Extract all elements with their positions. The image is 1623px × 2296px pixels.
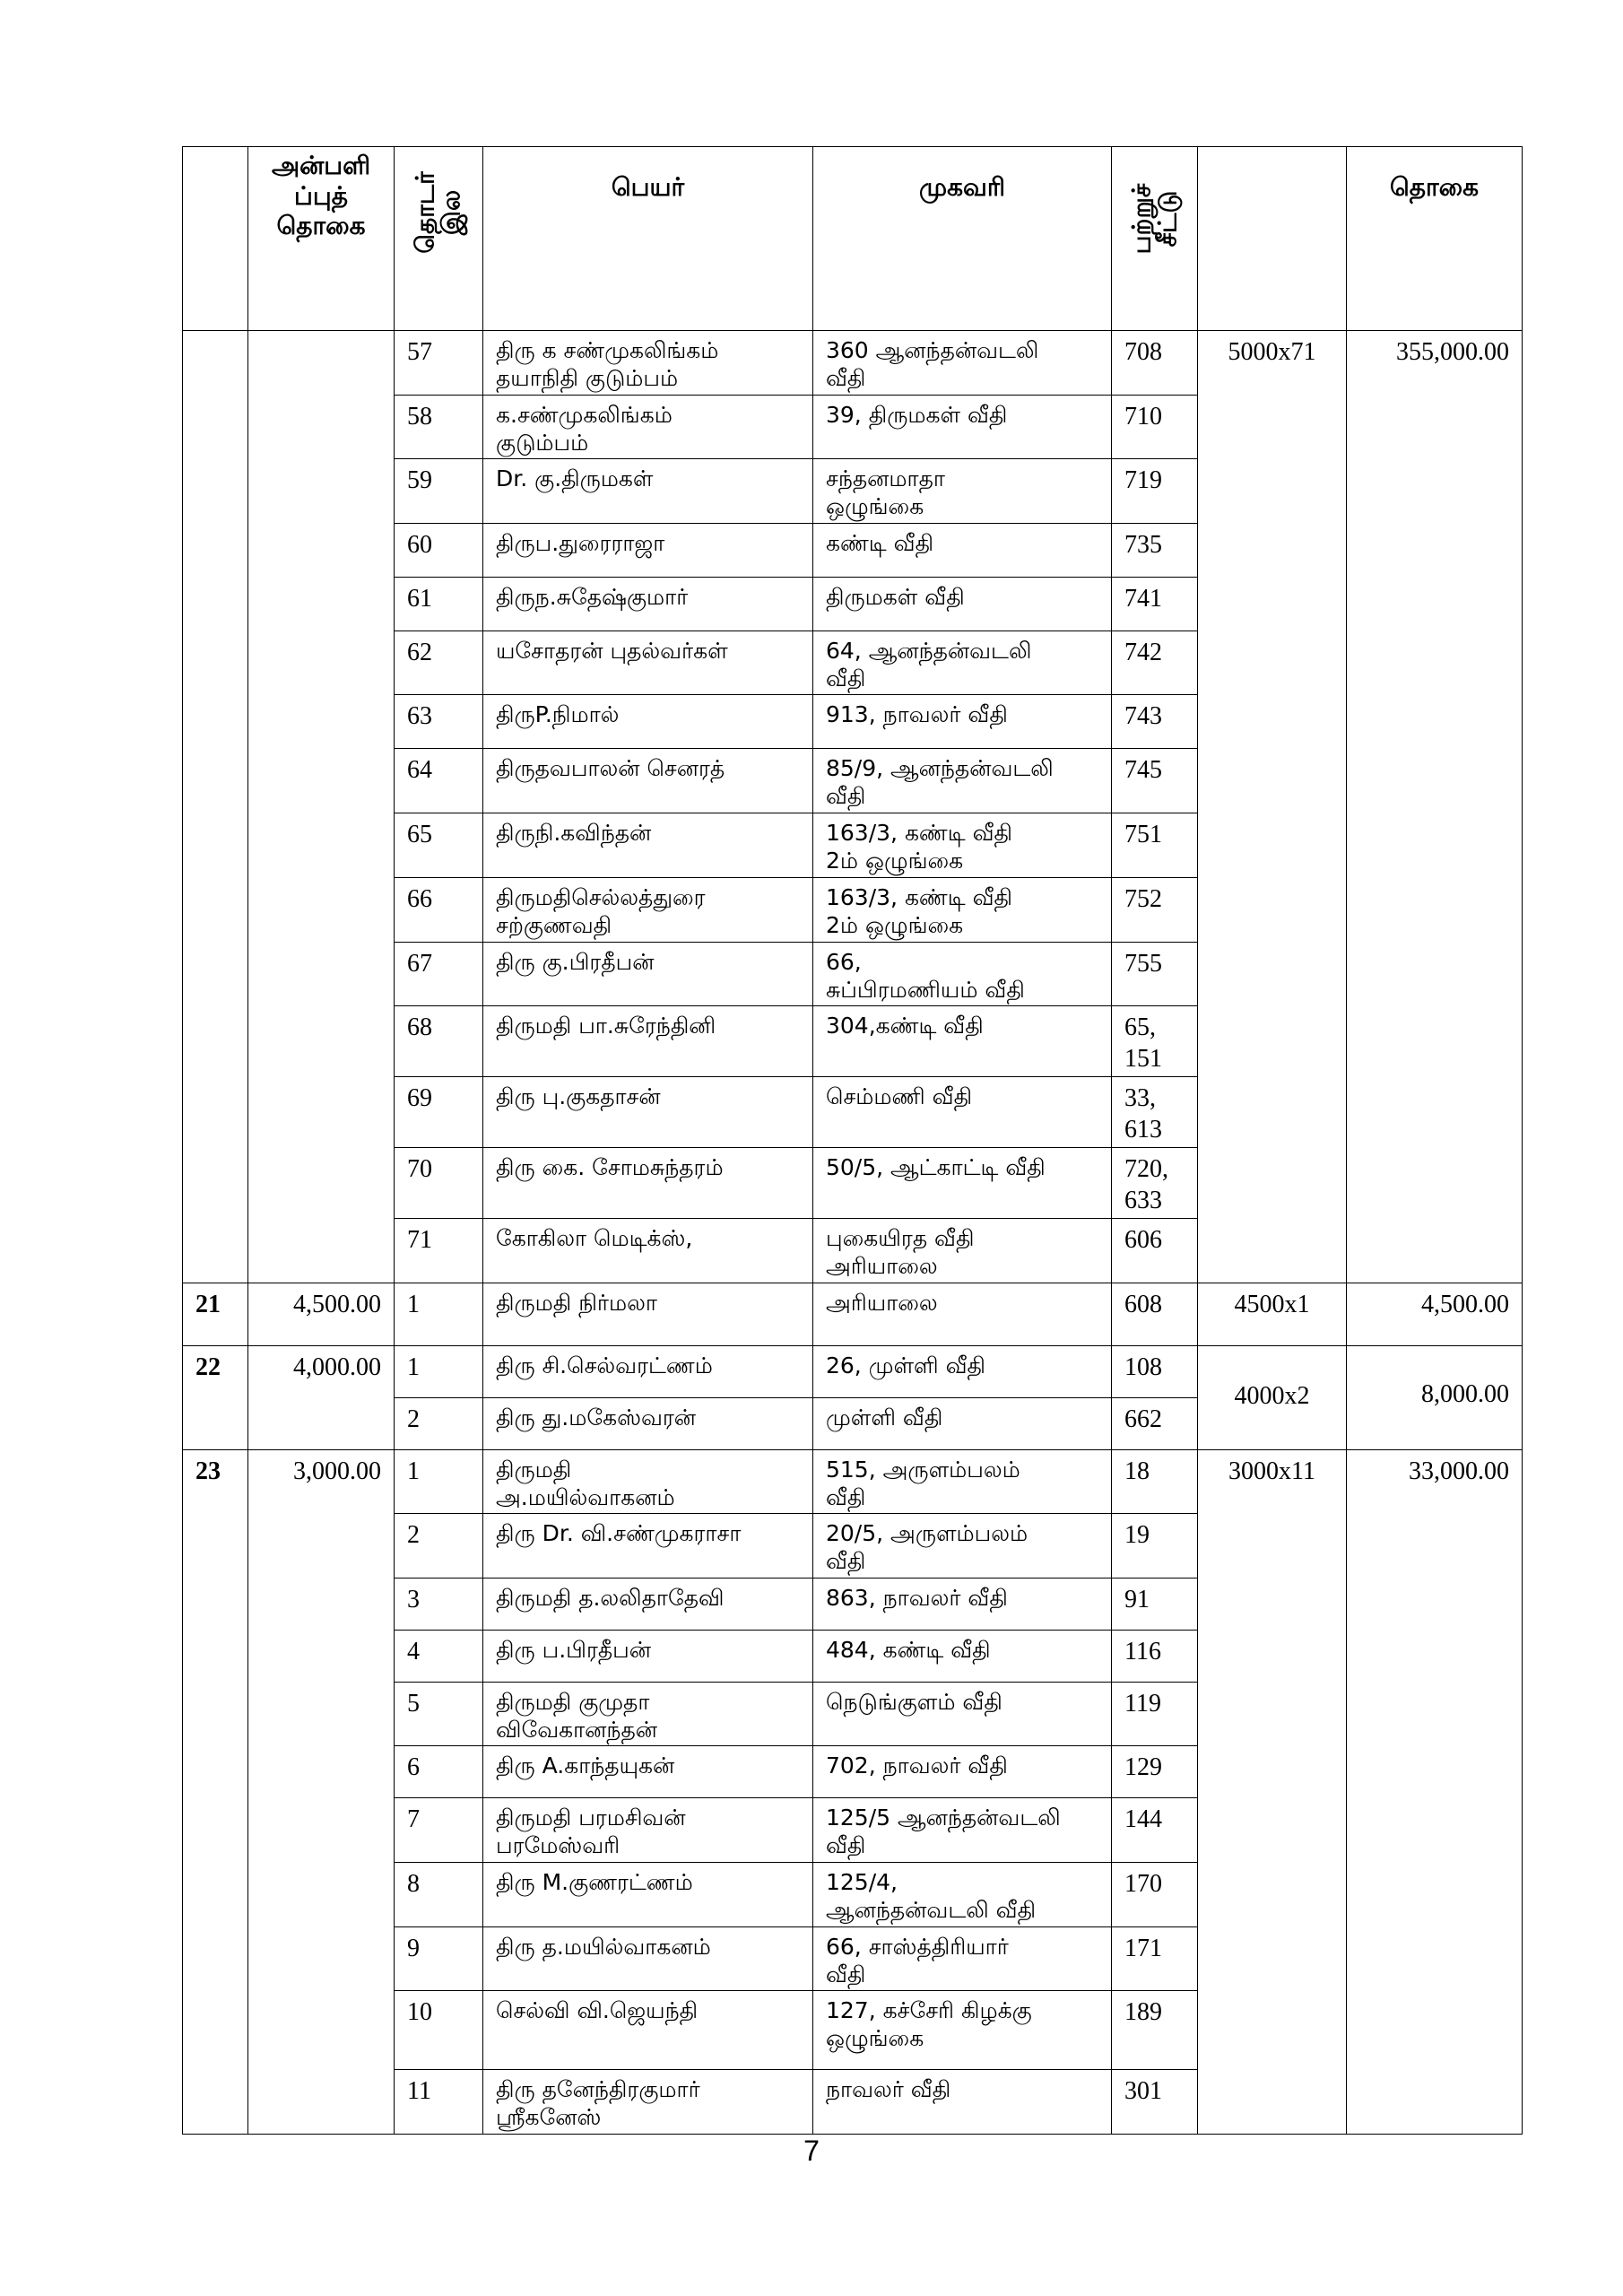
receipt-number: 119 <box>1112 1682 1198 1746</box>
donor-address: 304,கண்டி வீதி <box>813 1006 1112 1077</box>
serial-number: 8 <box>395 1862 483 1926</box>
donor-name: திருநி.கவிந்தன் <box>483 813 813 877</box>
donor-address: 127, கச்சேரி கிழக்கு ஒழுங்கை <box>813 1991 1112 2070</box>
receipt-number: 743 <box>1112 695 1198 749</box>
table-body <box>183 331 1523 2135</box>
header-address: முகவரி <box>813 147 1112 331</box>
donor-address: 39, திருமகள் வீதி <box>813 395 1112 459</box>
group-number <box>183 331 248 1283</box>
serial-number: 62 <box>395 631 483 695</box>
donor-address: புகையிரத வீதி அரியாலை <box>813 1219 1112 1283</box>
donor-address: முள்ளி வீதி <box>813 1397 1112 1449</box>
receipt-number: 751 <box>1112 813 1198 877</box>
donor-name: திருந.சுதேஷ்குமார் <box>483 577 813 631</box>
donor-address: திருமகள் வீதி <box>813 577 1112 631</box>
donor-name: திரு பு.குகதாசன் <box>483 1077 813 1148</box>
donor-address: 66, சுப்பிரமணியம் வீதி <box>813 942 1112 1006</box>
donor-address: 484, கண்டி வீதி <box>813 1630 1112 1682</box>
donor-name: கோகிலா மெடிக்ஸ், <box>483 1219 813 1283</box>
donor-name: திருP.நிமால் <box>483 695 813 749</box>
serial-number: 9 <box>395 1926 483 1991</box>
table-row <box>183 331 1523 396</box>
donor-address: 125/4, ஆனந்தன்வடலி வீதி <box>813 1862 1112 1926</box>
donor-name: திரு தனேந்திரகுமார் ஸ்ரீகனேஸ் <box>483 2070 813 2135</box>
serial-number: 61 <box>395 577 483 631</box>
receipt-number: 91 <box>1112 1578 1198 1630</box>
serial-number: 64 <box>395 749 483 813</box>
donor-address: 85/9, ஆனந்தன்வடலி வீதி <box>813 749 1112 813</box>
donor-name: க.சண்முகலிங்கம் குடும்பம் <box>483 395 813 459</box>
donor-name: திருமதி அ.மயில்வாகனம் <box>483 1449 813 1514</box>
receipt-number: 108 <box>1112 1345 1198 1397</box>
serial-number: 7 <box>395 1798 483 1863</box>
table-row <box>183 1449 1523 1514</box>
serial-number: 68 <box>395 1006 483 1077</box>
donor-address: 163/3, கண்டி வீதி 2ம் ஒழுங்கை <box>813 813 1112 877</box>
receipt-number: 116 <box>1112 1630 1198 1682</box>
receipt-number: 33, 613 <box>1112 1077 1198 1148</box>
donor-name: திரு M.குணரட்ணம் <box>483 1862 813 1926</box>
donor-address: 64, ஆனந்தன்வடலி வீதி <box>813 631 1112 695</box>
serial-number: 65 <box>395 813 483 877</box>
serial-number: 58 <box>395 395 483 459</box>
receipt-number: 720, 633 <box>1112 1148 1198 1219</box>
group-total: 8,000.00 <box>1347 1345 1523 1449</box>
donor-name: திரு ப.பிரதீபன் <box>483 1630 813 1682</box>
serial-number: 59 <box>395 459 483 524</box>
donor-name: Dr. கு.திருமகள் <box>483 459 813 524</box>
serial-number: 63 <box>395 695 483 749</box>
serial-number: 2 <box>395 1397 483 1449</box>
header-serial-label: தொடர் இல <box>410 170 466 254</box>
donor-name: திரு க சண்முகலிங்கம் தயாநிதி குடும்பம் <box>483 331 813 396</box>
serial-number: 1 <box>395 1283 483 1345</box>
receipt-number: 719 <box>1112 459 1198 524</box>
donor-name: திருமதிசெல்லத்துரை சற்குணவதி <box>483 877 813 942</box>
donor-address: 20/5, அருளம்பலம் வீதி <box>813 1514 1112 1578</box>
donor-address: 360 ஆனந்தன்வடலி வீதி <box>813 331 1112 396</box>
donation-table <box>182 146 1523 2135</box>
receipt-number: 742 <box>1112 631 1198 695</box>
receipt-number: 171 <box>1112 1926 1198 1991</box>
receipt-number: 745 <box>1112 749 1198 813</box>
donor-address: செம்மணி வீதி <box>813 1077 1112 1148</box>
donor-name: திருமதி பா.சுரேந்தினி <box>483 1006 813 1077</box>
header-group-no <box>183 147 248 331</box>
serial-number: 4 <box>395 1630 483 1682</box>
donor-name: திரு கு.பிரதீபன் <box>483 942 813 1006</box>
receipt-number: 755 <box>1112 942 1198 1006</box>
receipt-number: 65, 151 <box>1112 1006 1198 1077</box>
donor-address: சந்தனமாதா ஒழுங்கை <box>813 459 1112 524</box>
donor-address: கண்டி வீதி <box>813 523 1112 577</box>
serial-number: 66 <box>395 877 483 942</box>
group-number: 22 <box>183 1345 248 1449</box>
donor-name: திருமதி த.லலிதாதேவி <box>483 1578 813 1630</box>
receipt-number: 741 <box>1112 577 1198 631</box>
group-total: 4,500.00 <box>1347 1283 1523 1345</box>
donor-address: 26, முள்ளி வீதி <box>813 1345 1112 1397</box>
donor-name: திருமதி நிர்மலா <box>483 1283 813 1345</box>
donor-name: திருப.துரைராஜா <box>483 523 813 577</box>
header-calc <box>1198 147 1347 331</box>
donor-name: திரு சி.செல்வரட்ணம் <box>483 1345 813 1397</box>
receipt-number: 662 <box>1112 1397 1198 1449</box>
serial-number: 2 <box>395 1514 483 1578</box>
donor-name: திரு து.மகேஸ்வரன் <box>483 1397 813 1449</box>
calculation: 4500x1 <box>1198 1283 1347 1345</box>
donor-address: 515, அருளம்பலம் வீதி <box>813 1449 1112 1514</box>
donor-address: 50/5, ஆட்காட்டி வீதி <box>813 1148 1112 1219</box>
header-serial <box>395 147 483 331</box>
header-row <box>183 147 1523 331</box>
serial-number: 1 <box>395 1345 483 1397</box>
header-receipt-label: பற்றுச் சீட்டு <box>1126 183 1183 255</box>
serial-number: 60 <box>395 523 483 577</box>
serial-number: 67 <box>395 942 483 1006</box>
donor-address: நாவலர் வீதி <box>813 2070 1112 2135</box>
receipt-number: 19 <box>1112 1514 1198 1578</box>
donor-name: யசோதரன் புதல்வர்கள் <box>483 631 813 695</box>
gift-amount: 4,500.00 <box>248 1283 395 1345</box>
table-row <box>183 1283 1523 1345</box>
header-name: பெயர் <box>483 147 813 331</box>
serial-number: 10 <box>395 1991 483 2070</box>
calculation: 5000x71 <box>1198 331 1347 1283</box>
donor-address: 163/3, கண்டி வீதி 2ம் ஒழுங்கை <box>813 877 1112 942</box>
table-row <box>183 1345 1523 1397</box>
donor-address: 913, நாவலர் வீதி <box>813 695 1112 749</box>
header-receipt <box>1112 147 1198 331</box>
header-gift-amount: அன்பளி ப்புத் தொகை <box>248 147 395 331</box>
receipt-number: 608 <box>1112 1283 1198 1345</box>
donor-address: 702, நாவலர் வீதி <box>813 1746 1112 1798</box>
receipt-number: 129 <box>1112 1746 1198 1798</box>
page-number: 7 <box>803 2135 820 2167</box>
serial-number: 6 <box>395 1746 483 1798</box>
donor-name: திரு கை. சோமசுந்தரம் <box>483 1148 813 1219</box>
serial-number: 57 <box>395 331 483 396</box>
donor-name: திருமதி பரமசிவன் பரமேஸ்வரி <box>483 1798 813 1863</box>
receipt-number: 708 <box>1112 331 1198 396</box>
donor-address: 863, நாவலர் வீதி <box>813 1578 1112 1630</box>
gift-amount: 3,000.00 <box>248 1449 395 2135</box>
receipt-number: 735 <box>1112 523 1198 577</box>
donor-name: திரு Dr. வி.சண்முகராசா <box>483 1514 813 1578</box>
serial-number: 69 <box>395 1077 483 1148</box>
donor-name: திருமதி குமுதா விவேகானந்தன் <box>483 1682 813 1746</box>
donor-name: திருதவபாலன் செனரத் <box>483 749 813 813</box>
receipt-number: 170 <box>1112 1862 1198 1926</box>
serial-number: 71 <box>395 1219 483 1283</box>
receipt-number: 189 <box>1112 1991 1198 2070</box>
receipt-number: 144 <box>1112 1798 1198 1863</box>
calculation: 3000x11 <box>1198 1449 1347 2135</box>
donor-name: செல்வி வி.ஜெயந்தி <box>483 1991 813 2070</box>
receipt-number: 752 <box>1112 877 1198 942</box>
group-number: 21 <box>183 1283 248 1345</box>
receipt-number: 710 <box>1112 395 1198 459</box>
serial-number: 1 <box>395 1449 483 1514</box>
gift-amount <box>248 331 395 1283</box>
serial-number: 70 <box>395 1148 483 1219</box>
receipt-number: 606 <box>1112 1219 1198 1283</box>
donor-address: அரியாலை <box>813 1283 1112 1345</box>
serial-number: 11 <box>395 2070 483 2135</box>
group-number: 23 <box>183 1449 248 2135</box>
donor-name: திரு த.மயில்வாகனம் <box>483 1926 813 1991</box>
donor-name: திரு A.காந்தயுகன் <box>483 1746 813 1798</box>
calculation: 4000x2 <box>1198 1345 1347 1449</box>
serial-number: 5 <box>395 1682 483 1746</box>
group-total: 33,000.00 <box>1347 1449 1523 2135</box>
serial-number: 3 <box>395 1578 483 1630</box>
receipt-number: 301 <box>1112 2070 1198 2135</box>
header-total: தொகை <box>1347 147 1523 331</box>
donor-address: நெடுங்குளம் வீதி <box>813 1682 1112 1746</box>
donor-address: 66, சாஸ்த்திரியார் வீதி <box>813 1926 1112 1991</box>
group-total: 355,000.00 <box>1347 331 1523 1283</box>
gift-amount: 4,000.00 <box>248 1345 395 1449</box>
receipt-number: 18 <box>1112 1449 1198 1514</box>
donor-address: 125/5 ஆனந்தன்வடலி வீதி <box>813 1798 1112 1863</box>
